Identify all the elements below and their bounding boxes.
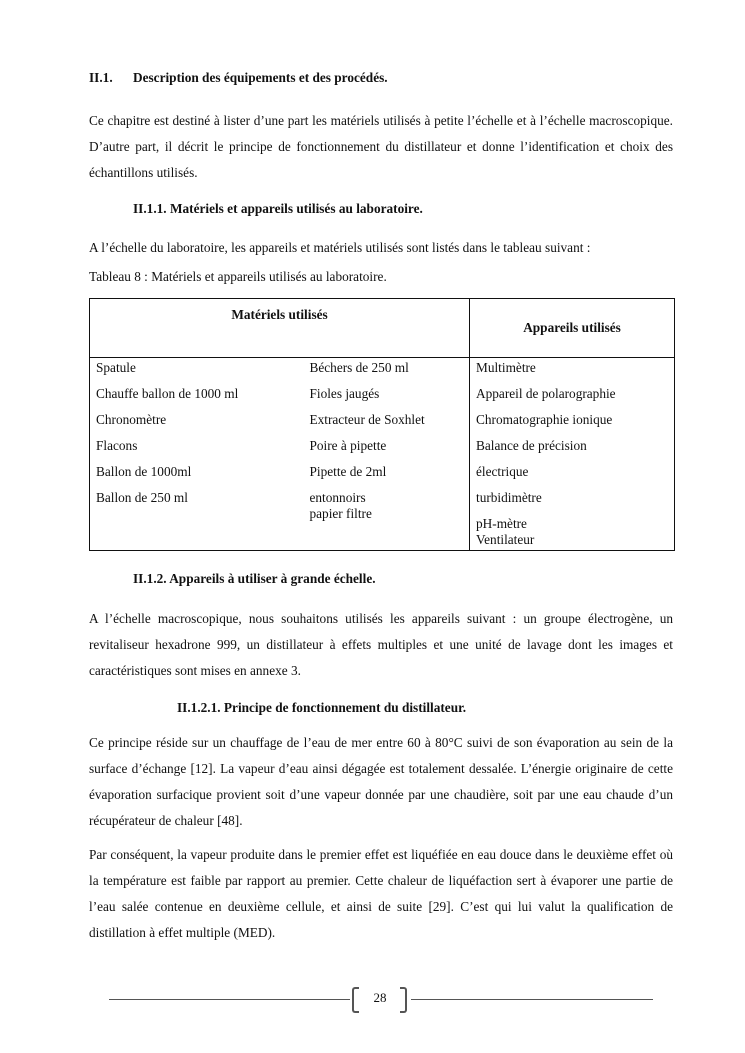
section-heading — [89, 70, 388, 86]
column-apparatus — [470, 358, 675, 551]
table-cell-item: Chromatographie ionique — [476, 412, 613, 427]
table-cell-item: pH-mètre — [476, 516, 527, 531]
subsection-heading-1: II.1.1. Matériels et appareils utilisés au laboratoire. — [133, 201, 423, 216]
table-caption: Tableau 8 : Matériels et appareils utilisés au laboratoire. — [89, 269, 387, 284]
table-cell-item: Balance de précision — [476, 438, 587, 453]
footer-rule-left — [109, 999, 350, 1000]
table-cell-item: Chronomètre — [96, 412, 167, 427]
principle-paragraph-2: Par conséquent, la vapeur produite dans le premier effet est liquéfiée en eau douce dans le deuxième effet où la température est faible par rapport au premier. Cette chaleur de liquéfaction sert à évaporer une partie de l’eau salée contenue en deuxième cellule, et ainsi de suite [29]. C’est qui lui valut la qualification de distillation à effet multiple (MED). — [89, 847, 673, 940]
intro-paragraph: Ce chapitre est destiné à lister d’une part les matériels utilisés à petite l’échelle et à l’échelle macroscopique. D’autre part, il décrit le principe de fonctionnement du distillateur et donne l’identification et choix des échantillons utilisés. — [89, 113, 673, 180]
section-number: II.1. — [89, 70, 113, 85]
table-cell-item: Ballon de 250 ml — [96, 490, 188, 505]
table-cell-item: Pipette de 2ml — [309, 464, 387, 479]
table-cell-item: Spatule — [96, 360, 136, 375]
left-bracket-icon — [352, 987, 359, 1013]
table-cell-item: Appareil de polarographie — [476, 386, 616, 401]
table-cell-item: Fioles jaugés — [309, 386, 380, 401]
equipment-table — [89, 298, 675, 551]
table-cell-item: papier filtre — [309, 506, 372, 521]
table-cell-item: Multimètre — [476, 360, 536, 375]
column-materials-b — [310, 358, 470, 551]
table-cell-item: électrique — [476, 464, 529, 479]
table-header-row — [90, 299, 675, 358]
table-cell-item: Chauffe ballon de 1000 ml — [96, 386, 239, 401]
subsection-heading-3: II.1.2.1. Principe de fonctionnement du distillateur. — [177, 700, 467, 715]
section-title: Description des équipements et des procédés. — [133, 70, 388, 85]
footer-rule-right — [411, 999, 653, 1000]
page-number: 28 — [373, 990, 387, 1005]
right-bracket-icon — [400, 987, 407, 1013]
header-materials: Matériels utilisés — [90, 299, 470, 358]
table-cell-item: Ventilateur — [476, 532, 535, 547]
table-cell-item: Béchers de 250 ml — [309, 360, 409, 375]
table-body-row — [90, 358, 675, 551]
page-footer — [0, 986, 745, 1014]
table-cell-item: Extracteur de Soxhlet — [309, 412, 425, 427]
table-cell-item: Poire à pipette — [309, 438, 387, 453]
table-cell-item: Flacons — [96, 438, 138, 453]
table-cell-item: turbidimètre — [476, 490, 542, 505]
header-apparatus: Appareils utilisés — [470, 299, 675, 358]
table-cell-item: Ballon de 1000ml — [96, 464, 192, 479]
subsection-heading-2: II.1.2. Appareils à utiliser à grande échelle. — [133, 571, 376, 586]
principle-paragraph-1: Ce principe réside sur un chauffage de l’eau de mer entre 60 à 80°C suivi de son évaporation au sein de la surface d’échange [12]. La vapeur d’eau ainsi dégagée est totalement dessalée. L’énergie originaire de cette évaporation surfacique provient soit d’une vapeur donnée par une chaudière, soit par une eau chaude d’un récupérateur de chaleur [48]. — [89, 735, 673, 828]
column-materials-a — [90, 358, 310, 551]
subsection-1-text: A l’échelle du laboratoire, les appareils et matériels utilisés sont listés dans le tableau suivant : — [89, 240, 591, 255]
table-cell-item: entonnoirs — [309, 490, 366, 505]
subsection-2-paragraph: A l’échelle macroscopique, nous souhaitons utilisés les appareils suivant : un groupe électrogène, un revitaliseur hexadrone 999, un distillateur à effets multiples et une unité de lavage dont les images et caractéristiques sont mises en annexe 3. — [89, 611, 673, 678]
